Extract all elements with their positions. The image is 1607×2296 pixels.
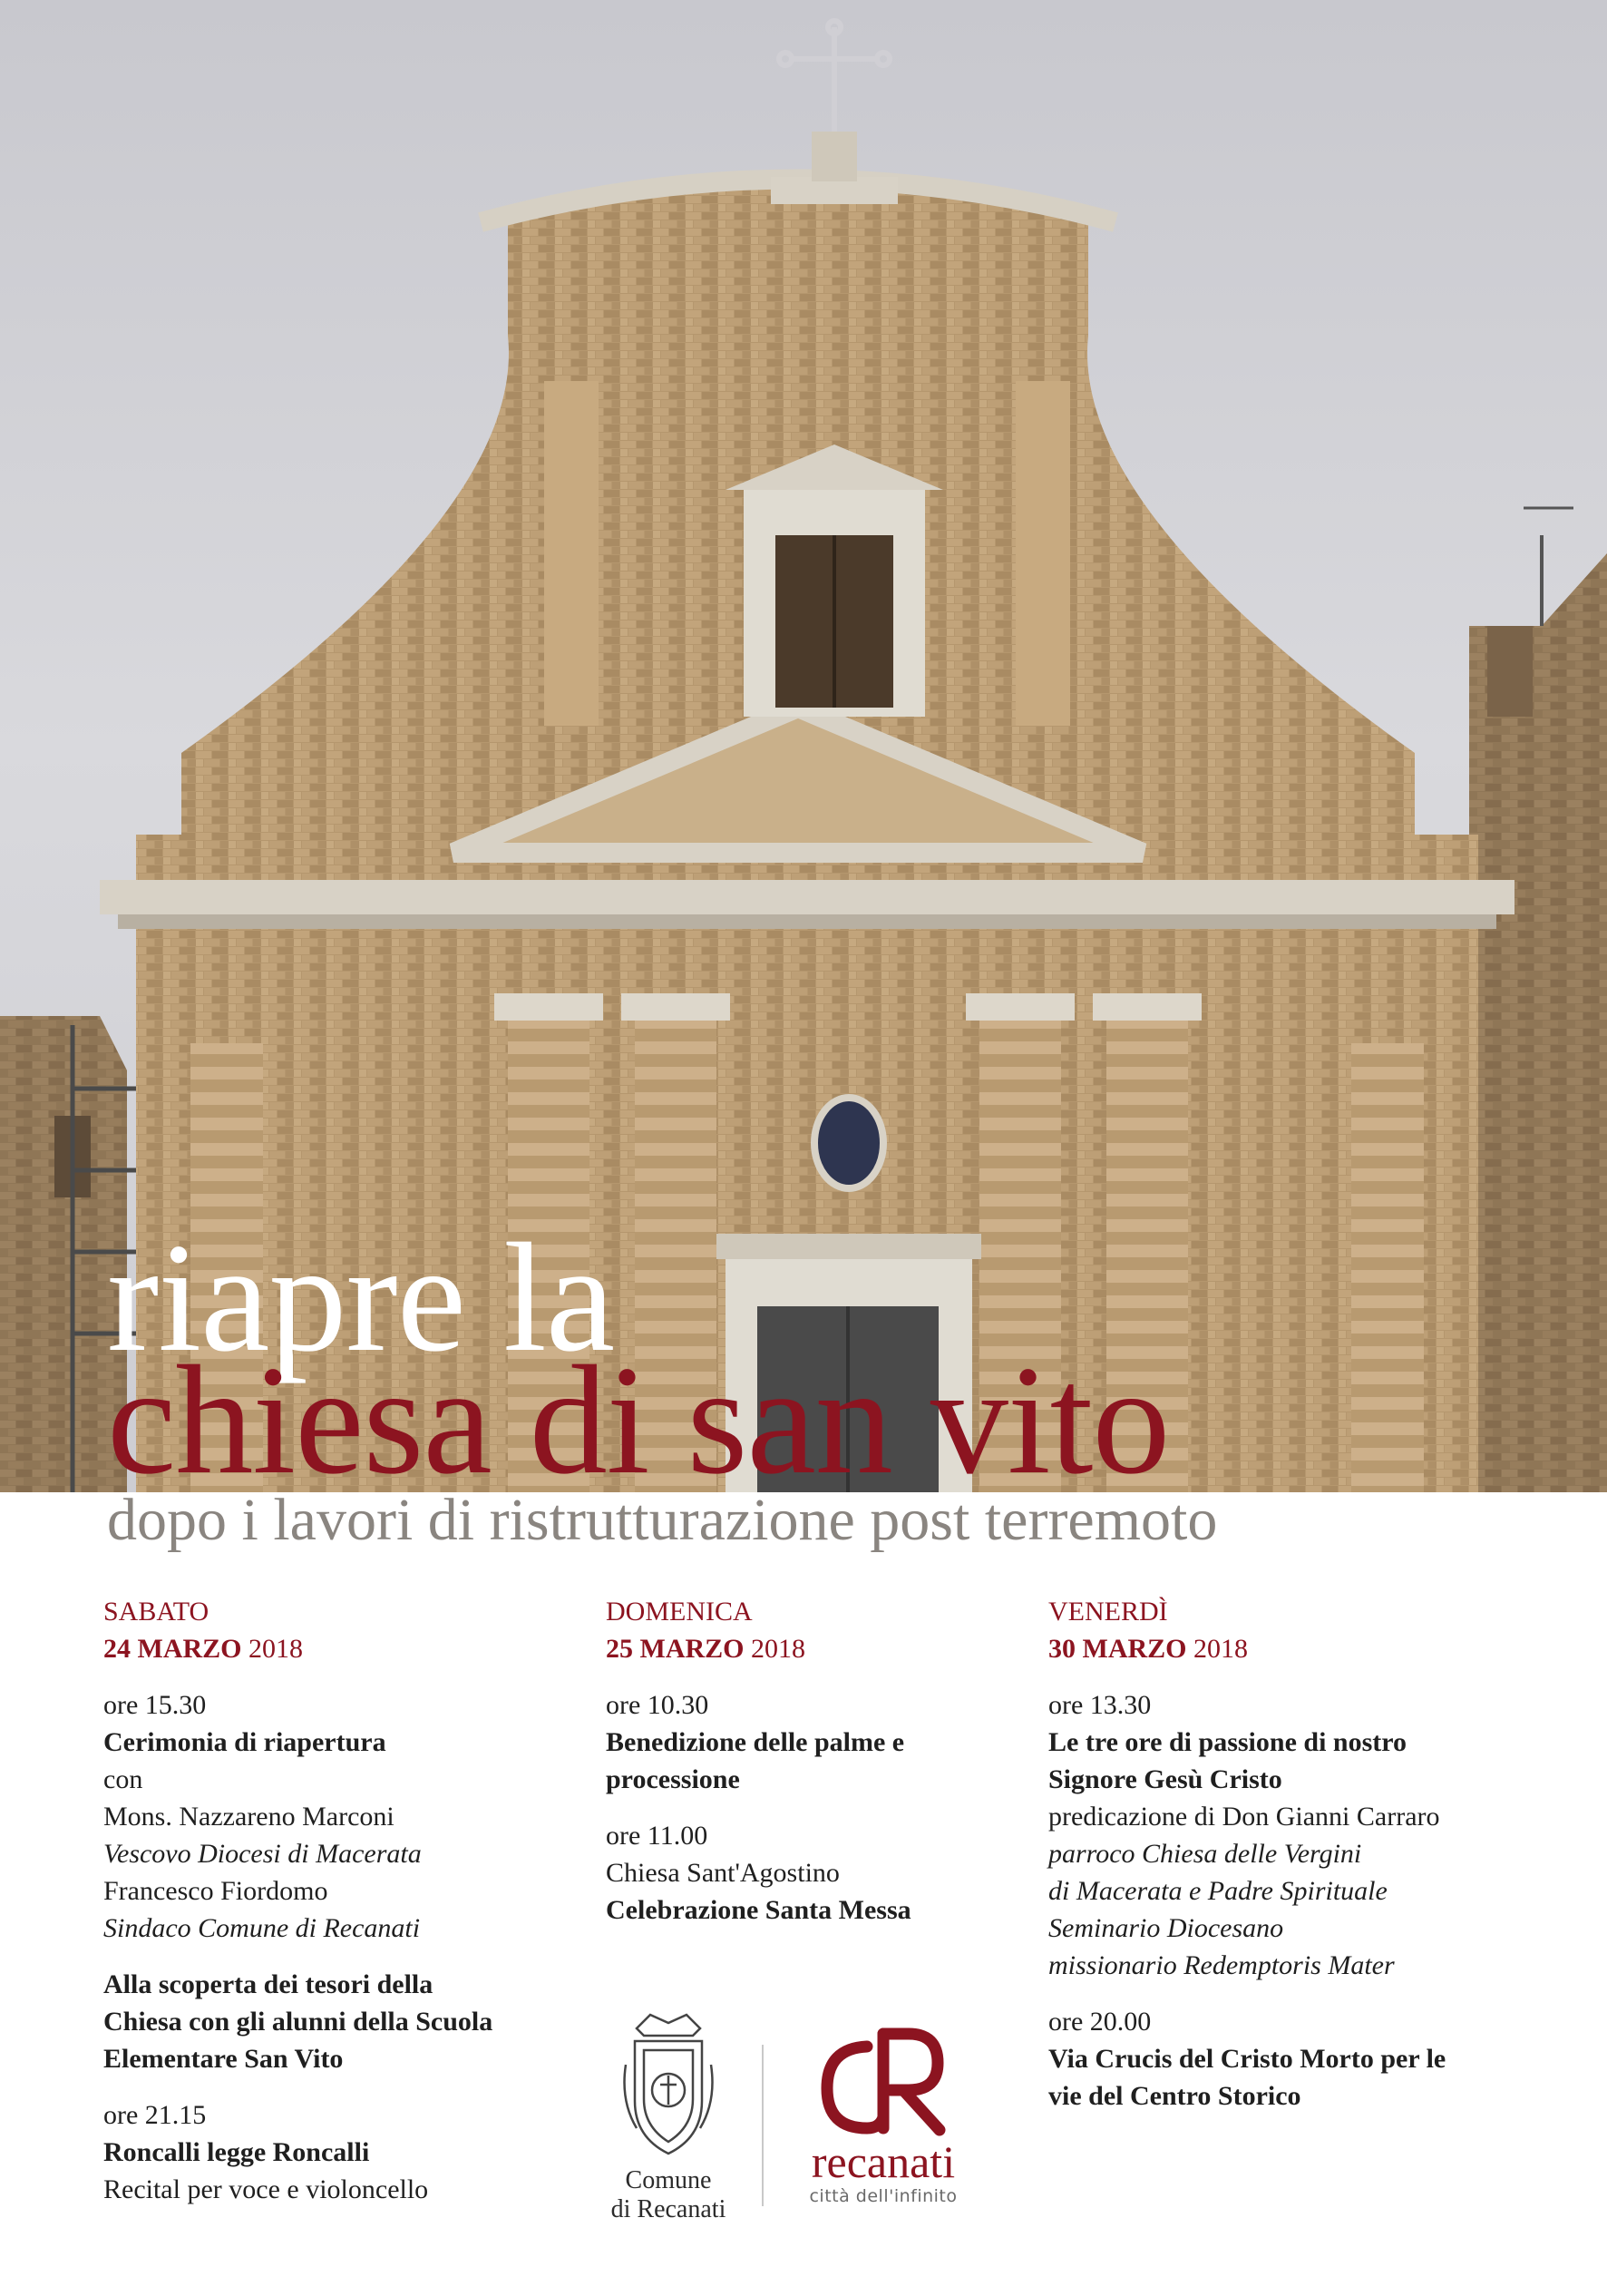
event-date: 24 MARZO 2018 xyxy=(103,1634,303,1664)
recanati-tagline: città dell'infinito xyxy=(809,2186,958,2206)
event-detail: Chiesa Sant'Agostino xyxy=(606,1858,840,1888)
headline-subtitle: dopo i lavori di ristrutturazione post terremoto xyxy=(107,1487,1218,1553)
event-date: 25 MARZO 2018 xyxy=(606,1634,805,1664)
recanati-r-logo-icon xyxy=(811,2023,956,2136)
event-column-domenica xyxy=(606,1593,996,1929)
event-detail: Vescovo Diocesi di Macerata xyxy=(103,1839,422,1869)
event-detail: Seminario Diocesano xyxy=(1048,1913,1284,1943)
coat-of-arms-icon xyxy=(618,2010,718,2160)
event-detail: predicazione di Don Gianni Carraro xyxy=(1048,1802,1440,1832)
event-time: ore 10.30 xyxy=(606,1690,709,1720)
event-date: 30 MARZO 2018 xyxy=(1048,1634,1248,1664)
event-day: SABATO xyxy=(103,1597,209,1627)
event-detail: missionario Redemptoris Mater xyxy=(1048,1950,1395,1980)
headline-line-1: riapre la xyxy=(107,1212,615,1384)
event-detail: di Macerata e Padre Spirituale xyxy=(1048,1876,1388,1906)
event-title: Alla scoperta dei tesori della Chiesa con gli alunni della Scuola Elementare San Vito xyxy=(103,1969,493,2074)
logo-divider xyxy=(762,2045,764,2206)
comune-logo-text: Comune di Recanati xyxy=(610,2166,726,2223)
event-time: ore 13.30 xyxy=(1048,1690,1152,1720)
event-time: ore 20.00 xyxy=(1048,2007,1152,2037)
event-title: Cerimonia di riapertura xyxy=(103,1727,386,1757)
event-detail: con xyxy=(103,1764,143,1794)
event-detail: Recital per voce e violoncello xyxy=(103,2174,429,2204)
event-day: VENERDÌ xyxy=(1048,1597,1168,1627)
event-column-sabato xyxy=(103,1593,539,2208)
event-time: ore 11.00 xyxy=(606,1821,708,1851)
event-detail: Sindaco Comune di Recanati xyxy=(103,1913,421,1943)
event-title: Via Crucis del Cristo Morto per le vie del Centro Storico xyxy=(1048,2044,1446,2111)
event-day: DOMENICA xyxy=(606,1597,753,1627)
logos xyxy=(591,2010,1008,2223)
event-time: ore 15.30 xyxy=(103,1690,207,1720)
right-building xyxy=(1469,508,1607,1492)
event-title: Benedizione delle palme e processione xyxy=(606,1727,905,1794)
event-time: ore 21.15 xyxy=(103,2100,207,2130)
headline-line-2: chiesa di san vito xyxy=(107,1334,1170,1507)
event-column-venerdi xyxy=(1048,1593,1502,2115)
event-title: Le tre ore di passione di nostro Signore Gesù Cristo xyxy=(1048,1727,1407,1794)
recanati-wordmark: recanati xyxy=(811,2136,956,2187)
event-detail: parroco Chiesa delle Vergini xyxy=(1048,1839,1362,1869)
event-title: Celebrazione Santa Messa xyxy=(606,1895,911,1925)
event-detail: Mons. Nazzareno Marconi xyxy=(103,1802,394,1832)
event-title: Roncalli legge Roncalli xyxy=(103,2137,370,2167)
event-detail: Francesco Fiordomo xyxy=(103,1876,328,1906)
